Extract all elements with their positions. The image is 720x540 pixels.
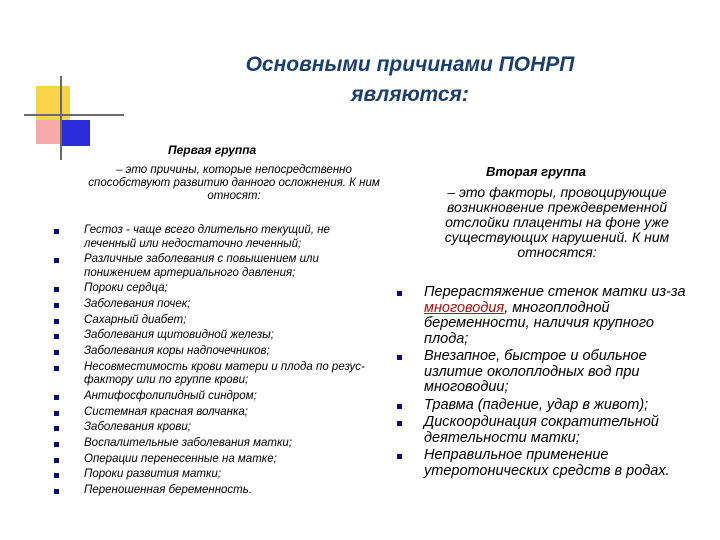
list-item xyxy=(397,285,697,347)
slide-title: Основными причинами ПОНРП являются: xyxy=(245,53,575,106)
list-item: Травма (падение, удар в живот); xyxy=(397,398,697,414)
list-item: Переношенная беременность. xyxy=(54,484,384,498)
list-item: Операции перенесенные на матке; xyxy=(54,453,384,467)
list-item: Пороки развития матки; xyxy=(54,468,384,482)
list-item: Заболевания крови; xyxy=(54,421,384,435)
list-item: Сахарный диабет; xyxy=(54,314,384,328)
group1-intro: – это причины, которые непосредственно способствуют развитию данного осложнения. К ним относят: xyxy=(88,164,380,202)
list-item: Воспалительные заболевания матки; xyxy=(54,437,384,451)
item-text: Перерастяжение стенок матки из-за xyxy=(424,284,686,300)
decor-vertical-line xyxy=(60,76,62,160)
decor-pink-square xyxy=(36,120,62,144)
list-item: Системная красная волчанка; xyxy=(54,406,384,420)
item-text: , многоплодной беременности, наличия крупного плода; xyxy=(424,299,654,347)
list-item: Пороки сердца; xyxy=(54,282,384,296)
list-item: Неправильное применение утеротонических средств в родах. xyxy=(397,448,697,479)
list-item: Заболевания щитовидной железы; xyxy=(54,329,384,343)
group2-intro: – это факторы, провоцирующие возникновение преждевременной отслойки плаценты на фоне уже существующих нарушений. К ним относятся: xyxy=(444,184,670,260)
polyhydramnios-link[interactable]: многоводия xyxy=(424,299,505,316)
decor-horizontal-line xyxy=(24,114,124,116)
list-item: Заболевания коры надпочечников; xyxy=(54,345,384,359)
group2-title: Вторая группа xyxy=(486,164,587,179)
group2-list xyxy=(397,285,697,481)
group1-list xyxy=(54,224,384,500)
group1-title: Первая группа xyxy=(168,143,257,157)
list-item: Заболевания почек; xyxy=(54,298,384,312)
list-item: Несовместимость крови матери и плода по резус-фактору или по группе крови; xyxy=(54,361,384,388)
list-item: Гестоз - чаще всего длительно текущий, не леченный или недостаточно леченный; xyxy=(54,224,384,251)
list-item: Антифосфолипидный синдром; xyxy=(54,390,384,404)
list-item: Дискоординация сократительной деятельности матки; xyxy=(397,415,697,446)
list-item: Различные заболевания с повышением или понижением артериального давления; xyxy=(54,253,384,280)
list-item: Внезапное, быстрое и обильное излитие околоплодных вод при многоводии; xyxy=(397,349,697,396)
decor-blue-square xyxy=(60,120,90,146)
